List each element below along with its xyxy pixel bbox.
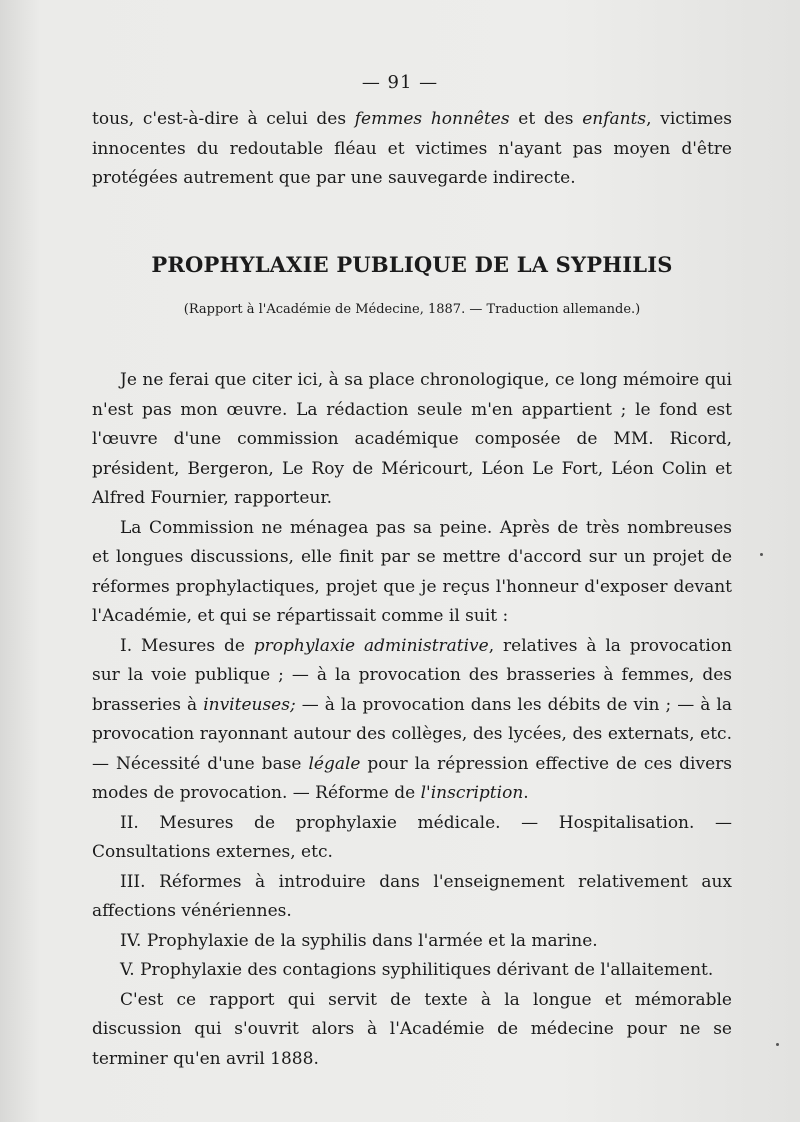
paragraph-1: Je ne ferai que citer ici, à sa place chronologique, ce long mémoire qui n'est pas mon œuvre. La rédaction seule m'en appartient ; le fond est l'œuvre d'une commission académique composée de MM. Ricord, président, Bergeron, Le Roy de Méricourt, Léon Le Fort, Léon Colin et Alfred Fournier, rapporteur. — [92, 370, 732, 508]
list-item-1-text-c: , relatives à la provocation sur la voie publique ; — à la provocation des brasseries à femmes, des brasseries à — [92, 635, 732, 715]
list-item-1-italic-h: l'inscription — [420, 783, 524, 803]
list-item-1 — [92, 632, 732, 809]
intro-text-2: et des — [509, 109, 583, 129]
intro-italic-2: enfants — [582, 109, 647, 129]
list-item-1-italic-b: prophylaxie administrative — [253, 635, 489, 656]
list-item-3: III. Réformes à introduire dans l'enseignement relativement aux affections vénériennes. — [92, 871, 732, 921]
paragraph-3: C'est ce rapport qui servit de texte à la longue et mémorable discussion qui s'ouvrit alors à l'Académie de médecine pour ne se terminer qu'en avril 1888. — [92, 989, 732, 1069]
paragraph-2: La Commission ne ménagea pas sa peine. Après de très nombreuses et longues discussions, elle finit par se mettre d'accord sur un projet de réformes prophylactiques, projet que je reçus l'honneur d'exposer devant l'Académie, et qui se répartissait comme il suit : — [92, 517, 732, 626]
intro-italic-1: femmes honnêtes — [354, 109, 510, 129]
list-item-1-italic-d: inviteuses; — [203, 694, 296, 715]
body-text — [92, 366, 732, 1074]
list-item-4: IV. Prophylaxie de la syphilis dans l'armée et la marine. — [120, 930, 598, 951]
paper-speck — [760, 553, 763, 556]
intro-text-1: tous, c'est-à-dire à celui des — [92, 109, 355, 129]
section-subtitle: (Rapport à l'Académie de Médecine, 1887. — Traduction allemande.) — [183, 302, 641, 317]
list-item-1-text-g: pour la répression effective de ces divers modes de provocation. — Réforme de — [92, 753, 732, 803]
page-number: — 91 — — [361, 72, 439, 93]
list-item-2: II. Mesures de prophylaxie médicale. — Hospitalisation. — Consultations externes, etc. — [92, 812, 732, 862]
list-item-1-italic-f: légale — [308, 753, 361, 774]
list-item-1-text-i: . — [523, 783, 529, 803]
intro-text-3: , victimes innocentes du redoutable fléau et victimes n'ayant pas moyen d'être protégées autrement que par une sauvegarde indirecte. — [92, 109, 733, 188]
section-title: PROPHYLAXIE PUBLIQUE DE LA SYPHILIS — [151, 252, 673, 277]
paper-speck — [776, 1043, 779, 1046]
intro-paragraph — [92, 105, 732, 194]
list-item-1-text-e: — à la provocation dans les débits de vin ; — à la provocation rayonnant autour des collèges, des lycées, des externats, etc. — Nécessité d'une base — [92, 694, 732, 774]
list-item-5: V. Prophylaxie des contagions syphilitiques dérivant de l'allaitement. — [120, 960, 714, 980]
list-item-1-text-a: I. Mesures de — [120, 635, 254, 656]
